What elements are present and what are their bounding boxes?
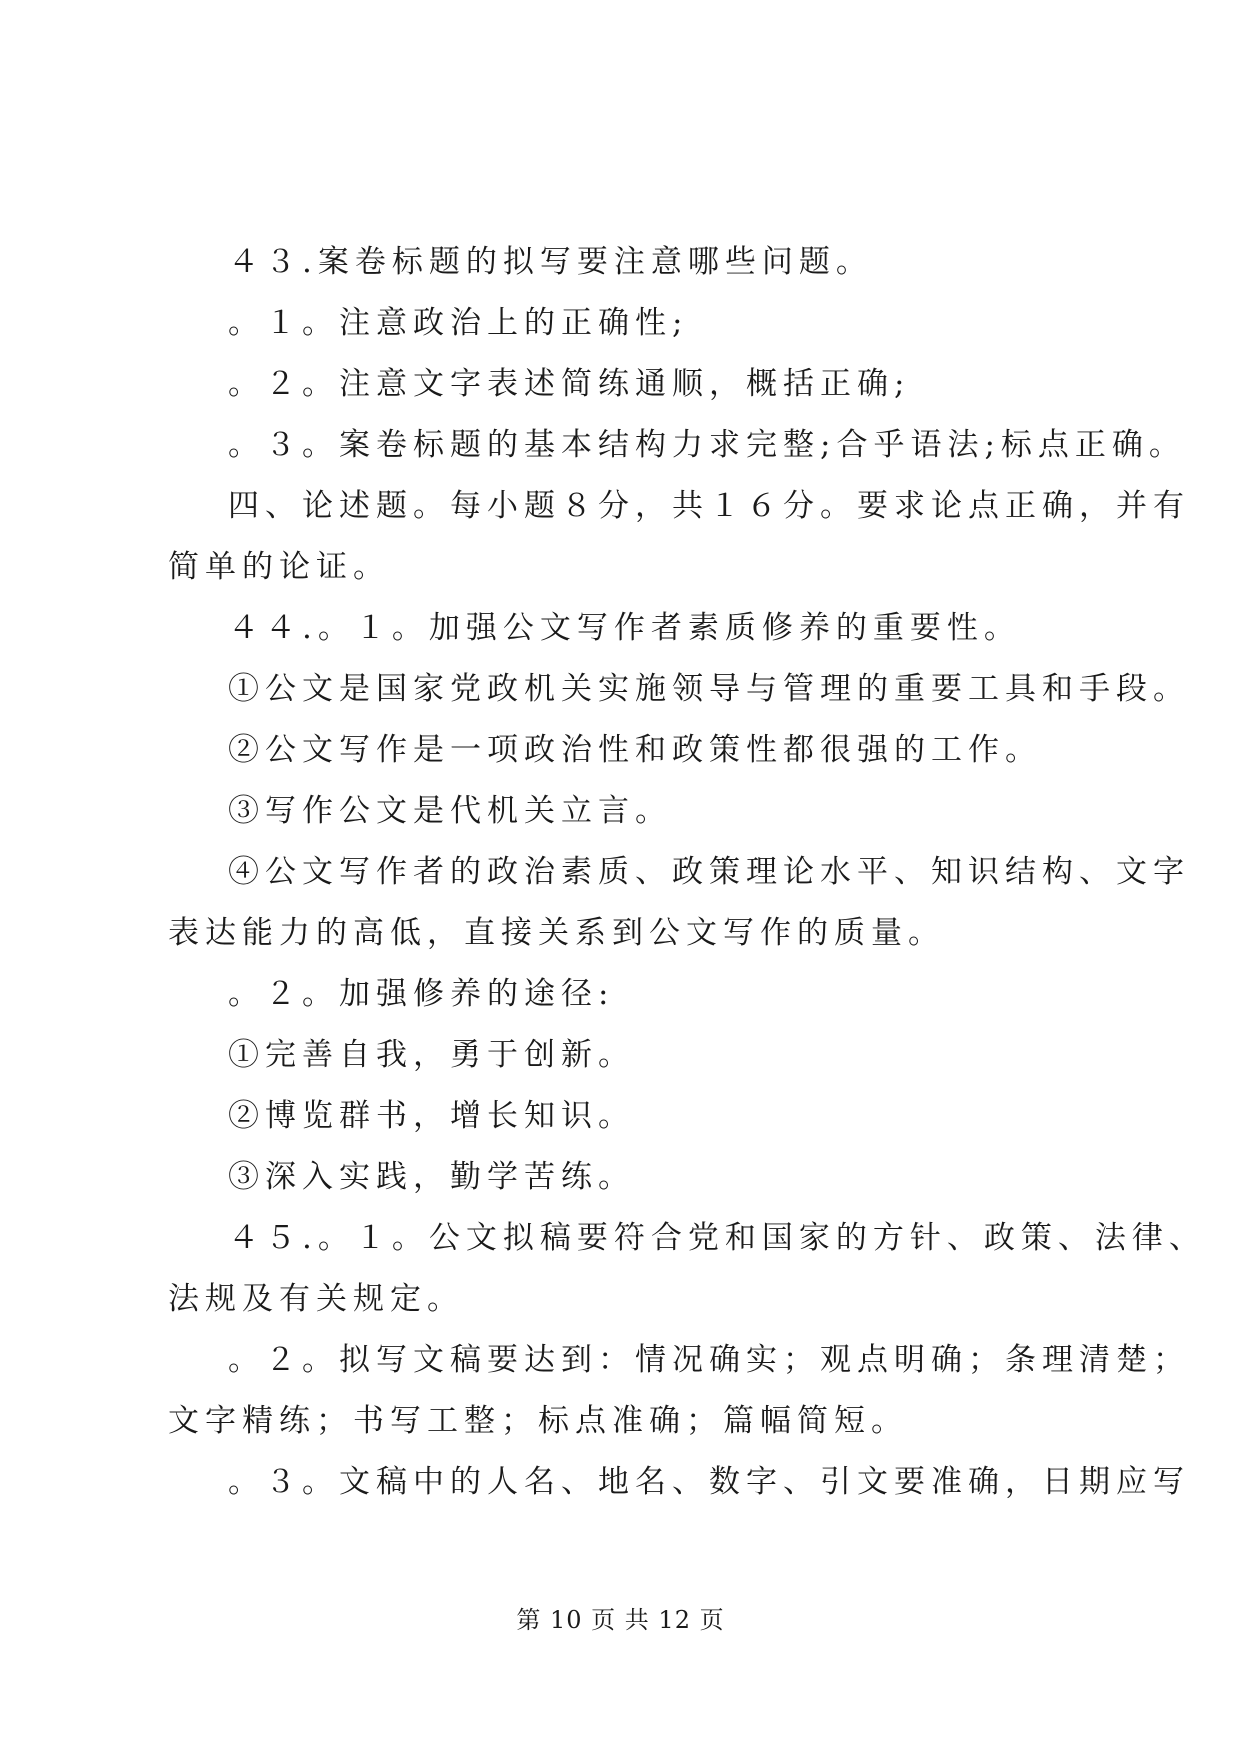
answer-43-item-1: 。１。注意政治上的正确性; [228,305,689,341]
section-four-heading-cont: 简单的论证。 [168,549,390,585]
answer-43-item-2: 。２。注意文字表述简练通顺，概括正确; [228,366,911,402]
answer-45-item-3: 。３。文稿中的人名、地名、数字、引文要准确，日期应写 [228,1464,1190,1500]
answer-45-item-2: 。２。拟写文稿要达到：情况确实；观点明确；条理清楚； [228,1342,1190,1378]
answer-45-item-2-cont: 文字精练；书写工整；标点准确；篇幅简短。 [168,1403,908,1439]
question-43-heading: ４３.案卷标题的拟写要注意哪些问题。 [228,244,873,280]
answer-45-item-1: ４５.。１。公文拟稿要符合党和国家的方针、政策、法律、 [228,1220,1206,1256]
answer-44-point-3: ③写作公文是代机关立言。 [228,793,672,829]
answer-44-point-4-cont: 表达能力的高低，直接关系到公文写作的质量。 [168,915,945,951]
answer-45-item-1-cont: 法规及有关规定。 [168,1281,464,1317]
answer-44-part-1-heading: ４４.。１。加强公文写作者素质修养的重要性。 [228,610,1021,646]
answer-44-point-4: ④公文写作者的政治素质、政策理论水平、知识结构、文字 [228,854,1190,890]
answer-44-way-2: ②博览群书，增长知识。 [228,1098,635,1134]
answer-44-part-2-heading: 。２。加强修养的途径: [228,976,615,1012]
section-four-heading: 四、论述题。每小题８分，共１６分。要求论点正确，并有 [228,488,1190,524]
answer-44-way-1: ①完善自我，勇于创新。 [228,1037,635,1073]
answer-44-way-3: ③深入实践，勤学苦练。 [228,1159,635,1195]
answer-44-point-1: ①公文是国家党政机关实施领导与管理的重要工具和手段。 [228,671,1190,707]
answer-44-point-2: ②公文写作是一项政治性和政策性都很强的工作。 [228,732,1042,768]
answer-43-item-3: 。３。案卷标题的基本结构力求完整;合乎语法;标点正确。 [228,427,1186,463]
page-number-footer: 第 10 页 共 12 页 [516,1606,725,1634]
